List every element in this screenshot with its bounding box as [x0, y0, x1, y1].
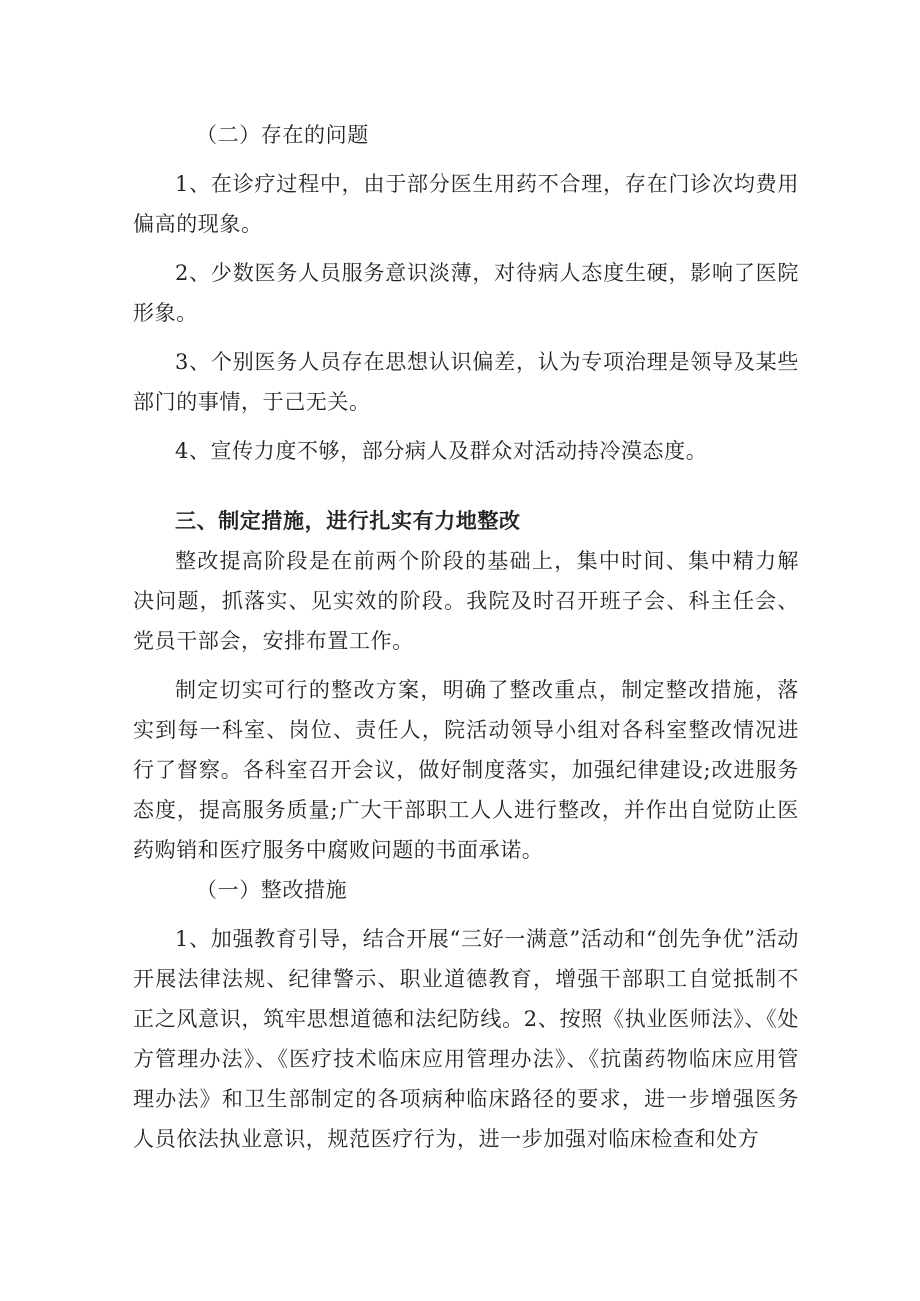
section-subheading-problems: （二）存在的问题 — [196, 123, 369, 147]
paragraph-problem-1: 1、在诊疗过程中，由于部分医生用药不合理，存在门诊次均费用偏高的现象。 — [133, 172, 799, 236]
paragraph-rectification-plan: 制定切实可行的整改方案，明确了整改重点，制定整改措施，落实到每一科室、岗位、责任人，院活动领导小组对各科室整改情况进行了督察。各科室召开会议，做好制度落实，加强纪律建设;改进服务态度，提高服务质量;广大干部职工人人进行整改，并作出自觉防止医药购销和医疗服务中腐败问题的书面承诺。 — [133, 678, 799, 862]
section-heading-measures: 三、制定措施，进行扎实有力地整改 — [175, 508, 521, 533]
paragraph-rectification-stage: 整改提高阶段是在前两个阶段的基础上，集中时间、集中精力解决问题，抓落实、见实效的阶段。我院及时召开班子会、科主任会、党员干部会，安排布置工作。 — [133, 549, 799, 653]
paragraph-measure-1: 1、加强教育引导，结合开展“三好一满意”活动和“创先争优”活动开展法律法规、纪律警示、职业道德教育，增强干部职工自觉抵制不正之风意识，筑牢思想道德和法纪防线。2、按照《执业医师法》、《处方管理办法》、《医疗技术临床应用管理办法》、《抗菌药物临床应用管理办法》和卫生部制定的各项病种临床路径的要求，进一步增强医务人员依法执业意识，规范医疗行为，进一步加强对临床检查和处方 — [133, 927, 799, 1151]
paragraph-problem-3: 3、个别医务人员存在思想认识偏差，认为专项治理是领导及某些部门的事情，于己无关。 — [133, 350, 799, 414]
paragraph-problem-4: 4、宣传力度不够，部分病人及群众对活动持冷漠态度。 — [175, 439, 708, 463]
paragraph-problem-2: 2、少数医务人员服务意识淡薄，对待病人态度生硬，影响了医院形象。 — [133, 261, 799, 325]
section-subheading-rectification-measures: （一）整改措施 — [196, 878, 348, 902]
document-body — [133, 115, 799, 1159]
